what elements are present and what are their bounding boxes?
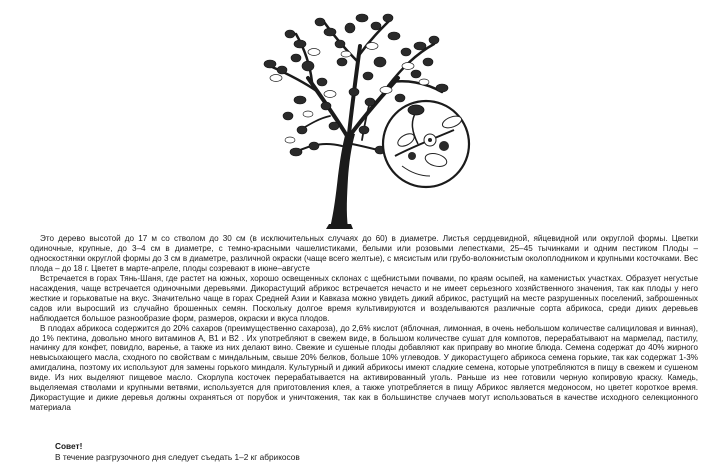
article-paragraph-uses: В плодах абрикоса содержится до 20% сахаров (преимущественно сахароза), до 2,6% кислот (яблочная, лимонная, в очень небольшом количестве салициловая и винная), до 1% пектина, довольно много витаминов А, В1 и В2 . Их употребляют в свежем виде, в большом количестве сушат для компотов, перерабатывают на мармелад, пастилу, начинку для конфет, повидло, варенье, а также из них делают вино. Свежие и сушеные плоды добавляют как приправу во многие блюда. Семена содержат до 40% жирного невысыхающего масла, сходного по свойствам с миндальным, свыше 20% белков, больше 10% углеводов. У дикорастущего абрикоса семена горькие, так как содержат 1-3% амигдалина, поэтому их используют для замены горького миндаля. Культурный и дикий абрикосы имеют сладкие семена, которые употребляются в пищу в свежем и сушеном виде. Из них выделяют пищевое масло. Скорлупа косточек перерабатывается на активированный уголь. Раньше из нее готовили черную копировую краску. Камедь, выделяемая стволами и крупными ветвями, используется для приготовления клея, а также употребляется в пищу Абрикос является медоносом, но цветет короткое время. Дикорастущие и дикие деревья должны охраняться от порубок и уничтожения, так как в большинстве случаев могут использоваться в качестве исходного селекционного материала bbox=[30, 323, 698, 413]
article-paragraph-description: Это дерево высотой до 17 м со стволом до 30 см (в исключительных случаях до 60) в диаметре. Листья сердцевидной, яйцевидной или округлой формы. Цветки одиночные, крупные, до 3–4 см в диаметре, с темно-красными чашелистиками, белыми или розовыми лепестками, 25–45 тычинками и одним пестиком Плоды – односкостянки округлой формы до 3 см в диаметре, различной окраски (чаще всего желтые), с мясистым или грубо-волокнистым околоплодником и крупными косточками. Вес плода – до 18 г. Цветет в марте-апреле, плоды созревают в июне–августе bbox=[30, 234, 698, 273]
apricot-tree-illustration bbox=[230, 6, 492, 232]
flower-detail-inset bbox=[383, 101, 469, 187]
tip-text: В течение разгрузочного дня следует съедать 1–2 кг абрикосов bbox=[55, 452, 300, 462]
tip-title: Совет! bbox=[55, 441, 83, 451]
article-body bbox=[30, 234, 698, 413]
article-paragraph-habitat: Встречается в горах Тянь-Шаня, где растет на южных, хорошо освещенных склонах с щебнистыми почвами, по краям осыпей, на каменистых участках. Образует негустые насаждения, чаще встречается одиночными деревьями. Дикорастущий абрикос встречается нечасто и не имеет серьезного хозяйственного значения, так как плоды у него жесткие и горьковатые на вкус. Значительно чаще в горах Средней Азии и Кавказа можно увидеть дикий абрикос, растущий на месте разрушенных поселений, заброшенных садов или выросший из случайно брошенных семян. Поскольку долгое время культивируются и возделываются различные сорта абрикоса, среди диких деревьев наблюдается большое разнообразие форм, размеров, окраски и вкуса плодов. bbox=[30, 273, 698, 323]
tip-box bbox=[55, 441, 300, 463]
